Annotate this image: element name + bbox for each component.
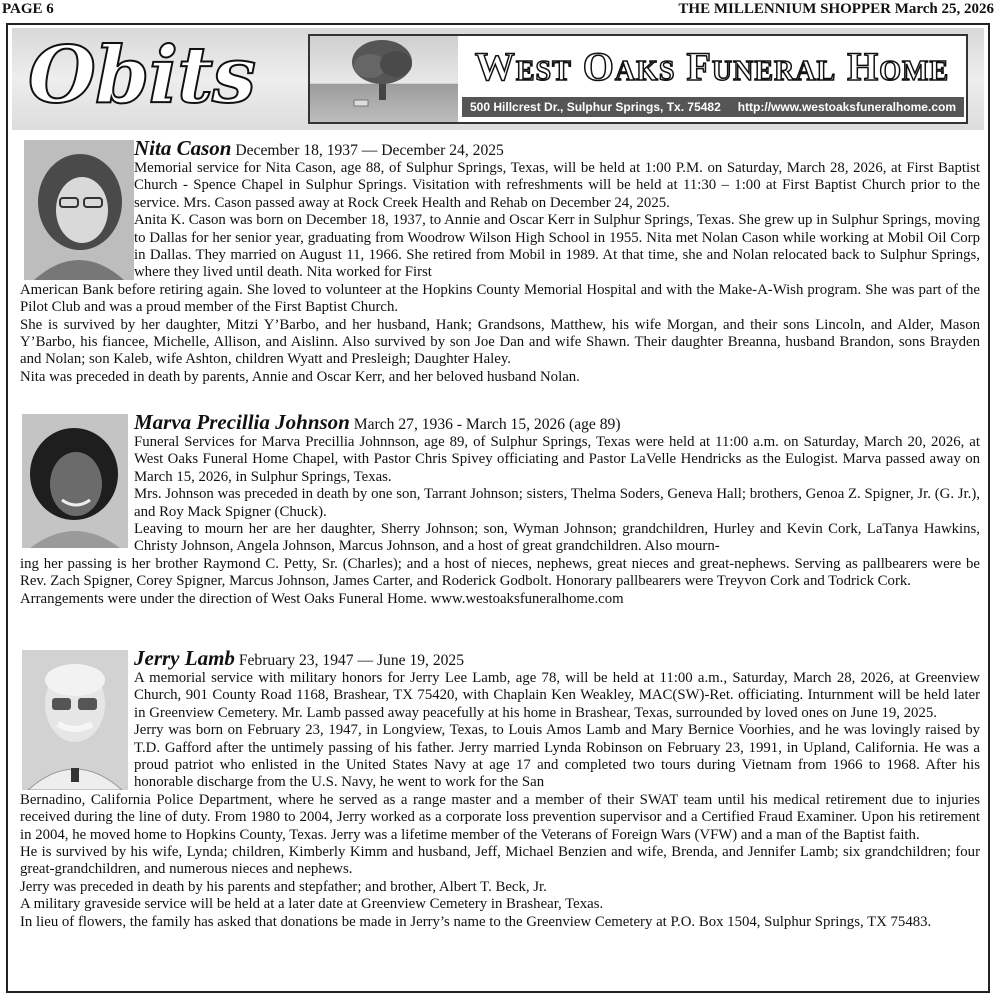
deceased-name: Nita Cason	[134, 136, 232, 160]
life-dates: March 27, 1936 - March 15, 2026 (age 89)	[353, 416, 621, 433]
obituary-intro	[134, 136, 980, 282]
page-number: PAGE 6	[2, 1, 54, 17]
obituary-heading	[134, 646, 980, 670]
tree-icon	[310, 36, 458, 122]
obituary-paragraph: Nita was preceded in death by parents, Annie and Oscar Kerr, and her beloved husband Nolan.	[20, 368, 580, 385]
obituary-paragraph: Bernadino, California Police Department, where he served as a range master and a member of their SWAT team until his medical retirement due to injuries received during the line of duty. From 1980 to 2004, Jerry worked as a corporate loss prevention supervisor and a Certified Fraud Examiner. Upon his retirement in 2004, he moved home to Hopkins County, Texas. Jerry was a lifetime member of the Veterans of Foreign Wars (VFW) and a man of the Baptist faith.	[20, 791, 980, 843]
obituary-paragraph: Memorial service for Nita Cason, age 88, of Sulphur Springs, Texas, will be held at 1:00 P.M. on Saturday, March 28, 2026, at First Baptist Church - Spence Chapel in Sulphur Springs. Visitation with refreshments will be held at 11:30 – 1:00 at First Baptist Church prior to the service. Mrs. Cason passed away at Rock Creek Health and Rehab on December 24, 2025.	[134, 160, 980, 211]
obituary-jerry-lamb	[20, 646, 980, 931]
obituary-paragraph: Arrangements were under the direction of West Oaks Funeral Home. www.westoaksfuneralhome.com	[20, 590, 624, 607]
funeral-home-info-bar	[462, 97, 964, 117]
life-dates: December 18, 1937 — December 24, 2025	[235, 142, 504, 159]
obituary-paragraph: Jerry was born on February 23, 1947, in Longview, Texas, to Louis Amos Lamb and Mary Bernice Voorhies, and he was lovingly raised by T.D. Gafford after the untimely passing of his father. Jerry married Lynda Robinson on February 23, 1991, in Upland, California. He was a proud patriot who enlisted in the United States Navy at age 17 and completed two tours during Vietnam from 1966 to 1968. After his honorable discharge from the U.S. Navy, he went to work for the San	[134, 722, 980, 791]
obituary-paragraph: Mrs. Johnson was preceded in death by one son, Tarrant Johnson; sisters, Thelma Soders, Geneva Hall; brothers, Genoa Z. Spigner, Jr. (G. Jr.), and Roy Mack Spigner (Chuck).	[134, 486, 980, 520]
obituary-heading	[134, 136, 980, 160]
life-dates: February 23, 1947 — June 19, 2025	[238, 652, 465, 669]
funeral-home-address: 500 Hillcrest Dr., Sulphur Springs, Tx. 75482	[470, 100, 721, 114]
funeral-home-name: West Oaks Funeral Home	[474, 44, 950, 89]
obituary-paragraph: Leaving to mourn her are her daughter, Sherry Johnson; son, Wyman Johnson; grandchildren, Hurley and Kevin Cork, LaTanya Hawkins, Christy Johnson, Angela Johnson, Marcus Johnson, and a host of great grandchildren. Also mourn-	[134, 521, 980, 555]
obituary-paragraph: In lieu of flowers, the family has asked that donations be made in Jerry’s name to the Greenview Cemetery at P.O. Box 1504, Sulphur Springs, TX 75483.	[20, 913, 932, 930]
obituary-paragraph: She is survived by her daughter, Mitzi Y’Barbo, and her husband, Hank; Grandsons, Matthew, his wife Morgan, and their sons Lincoln, and Alder, Mason Y’Barbo, his fiancee, Michelle, Allison, and Aislinn. Also survived by son Joe Dan and wife Shawn. Their daughter Breanna, husband Brandon, sons Brayden and Nolan; son Kaleb, wife Ashton, children Wyatt and Presleigh; Daughter Haley.	[20, 316, 980, 368]
obituary-heading	[134, 410, 980, 434]
obituary-paragraph: Jerry was preceded in death by his parents and stepfather; and brother, Albert T. Beck, Jr.	[20, 878, 547, 895]
obituary-paragraph: American Bank before retiring again. She loved to volunteer at the Hopkins County Memorial Hospital and with the Make-A-Wish program. She was part of the Pilot Club and was a proud member of the First Baptist Church.	[20, 281, 980, 316]
obituary-paragraph: Anita K. Cason was born on December 18, 1937, to Annie and Oscar Kerr in Sulphur Springs, Texas. She grew up in Sulphur Springs, moving to Dallas for her senior year, graduating from Woodrow Wilson High School in 1955. Nita met Nolan Cason while working at Mobil Oil Corp in Dallas. They married on August 11, 1966. She retired from Mobil in 1989. At that time, she and Nolan relocated back to Sulphur Springs, where they lived until death. Nita worked for First	[134, 212, 980, 281]
deceased-name: Marva Precillia Johnson	[134, 410, 350, 434]
obituary-paragraph: A military graveside service will be held at a later date at Greenview Cemetery in Brashear, Texas.	[20, 896, 604, 913]
obituary-paragraph: A memorial service with military honors for Jerry Lee Lamb, age 78, will be held at 11:00 a.m., Saturday, March 28, 2026, at Greenview Church, 901 County Road 1168, Brashear, TX 75420, with Chaplain Ken Weakley, MAC(SW)-Ret. officiating. Inturnment will be held later in Greenview Cemetery. Mr. Lamb passed away peacefully at his home in Brashear, Texas, surrounded by loved ones on June 19, 2025.	[134, 670, 980, 721]
deceased-name: Jerry Lamb	[134, 646, 235, 670]
obituary-intro	[134, 646, 980, 792]
obituary-nita-cason	[20, 136, 980, 386]
page-header	[0, 0, 1000, 20]
obituary-paragraph: Funeral Services for Marva Precillia Johnnson, age 89, of Sulphur Springs, Texas were held at 11:00 a.m. on Saturday, March 20, 2026, at West Oaks Funeral Home Chapel, with Pastor Chris Spivey officiating and Pastor LaVelle Hendricks as the Eulogist. Marva passed away on March 15, 2026, in Sulphur Springs, Texas.	[134, 434, 980, 485]
obituary-marva-johnson	[20, 410, 980, 608]
obituary-intro	[134, 410, 980, 556]
section-title: Obits	[28, 30, 256, 121]
obituary-paragraph: He is survived by his wife, Lynda; children, Kimberly Kimm and husband, Jeff, Michael Benzien and wife, Brenda, and Jennifer Lamb; six grandchildren; four great-grandchildren, and numerous nieces and nephews.	[20, 844, 980, 878]
publication-dateline: THE MILLENNIUM SHOPPER March 25, 2026	[678, 1, 994, 17]
funeral-home-website[interactable]: http://www.westoaksfuneralhome.com	[737, 100, 956, 114]
obituary-paragraph: ing her passing is her brother Raymond C. Petty, Sr. (Charles); and a host of nieces, nephews, great nieces and great-nephews. Serving as pallbearers were be Rev. Zach Spigner, Corey Spigner, Marcus Johnson, James Carter, and Roderick Godbolt. Honorary pallbearers were Treyvon Cork and Todrick Cork.	[20, 555, 980, 590]
tree-image	[310, 36, 458, 122]
